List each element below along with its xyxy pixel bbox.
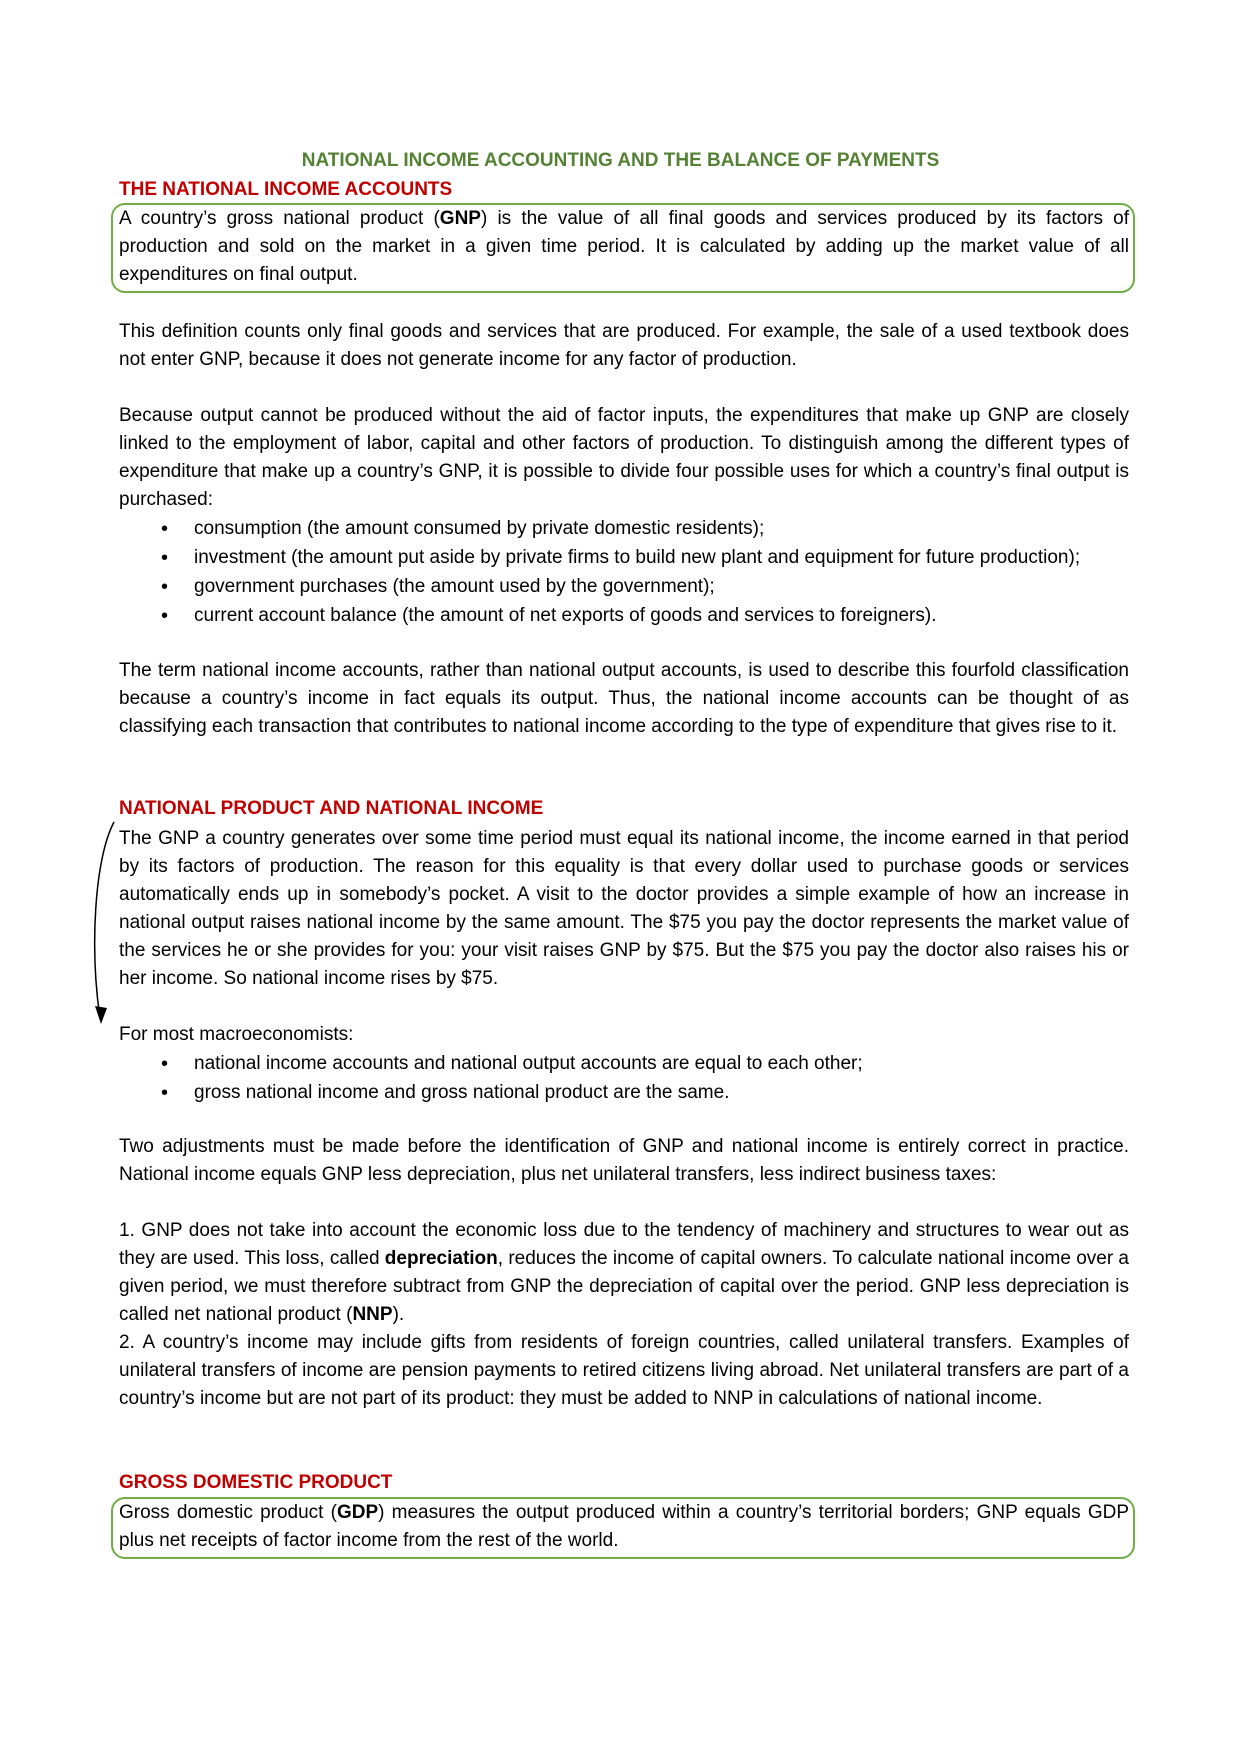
depreciation-text-a: 1. GNP does not take into account the economic loss due to the tendency of machinery and structures to wear out as they are used. This loss, called [119,1220,1129,1269]
section-heading-gdp: GROSS DOMESTIC PRODUCT [119,1472,393,1493]
paragraph-factor-inputs: Because output cannot be produced without the aid of factor inputs, the expenditures that make up GNP are closely linked to the employment of labor, capital and other factors of production. To distinguish among the different types of expenditure that make up a country’s GNP, it is possible to divide four possible uses for which a country’s final output is purchased: [119,405,1129,510]
list-item: • current account balance (the amount of net exports of goods and services to foreigners). [119,602,1129,630]
paragraph-final-goods: This definition counts only final goods and services that are produced. For example, the sale of a used textbook does not enter GNP, because it does not generate income for any factor of production. [119,321,1129,370]
gnp-definition-text-a: A country’s gross national product ( [119,208,440,229]
list-item: • government purchases (the amount used by the government); [119,573,1129,601]
gnp-term: GNP [439,208,481,229]
list-item: • gross national income and gross national product are the same. [119,1079,1129,1107]
paragraph-fourfold-classification: The term national income accounts, rather than national output accounts, is used to describe this fourfold classification because a country’s income in fact equals its output. Thus, the national income accounts can be thought of as classifying each transaction that contributes to national income according to the type of expenditure that gives rise to it. [119,660,1129,737]
depreciation-text-c: ). [392,1304,405,1325]
paragraph-two-adjustments: Two adjustments must be made before the identification of GNP and national income is entirely correct in practice. National income equals GNP less depreciation, plus net unilateral transfers, less indirect business taxes: [119,1136,1129,1185]
section-heading-national-income-accounts: THE NATIONAL INCOME ACCOUNTS [119,179,453,200]
gdp-definition-text-b: ) measures the output produced within a country’s territorial borders; GNP equals GDP plus net receipts of factor income from the rest of the world. [119,1502,1130,1551]
list-item: • investment (the amount put aside by private firms to build new plant and equipment for future production); [119,544,1129,572]
gnp-definition-text-b: ) is the value of all final goods and services produced by its factors of production and sold on the market in a given time period. It is calculated by adding up the market value of all expenditures on final output. [119,208,1130,285]
section-heading-national-product: NATIONAL PRODUCT AND NATIONAL INCOME [119,798,544,819]
paragraph-depreciation [119,1217,1129,1329]
gdp-term: GDP [336,1502,379,1523]
list-item: • consumption (the amount consumed by private domestic residents); [119,515,1129,543]
expenditure-uses-list [119,515,1129,631]
gdp-definition [119,1499,1129,1555]
paragraph-unilateral-transfers: 2. A country’s income may include gifts from residents of foreign countries, called unilateral transfers. Examples of unilateral transfers of income are pension payments to retired citizens living abroad. Net unilateral transfers are part of a country’s income but are not part of its product: they must be added to NNP in calculations of national income. [119,1332,1129,1409]
depreciation-term: depreciation [384,1248,498,1269]
gdp-definition-text-a: Gross domestic product ( [119,1502,337,1523]
gnp-definition [119,205,1129,289]
paragraph-gnp-equals-income: The GNP a country generates over some time period must equal its national income, the income earned in that period by its factors of production. The reason for this equality is that every dollar used to purchase goods or services automatically ends up in somebody’s pocket. A visit to the doctor provides a simple example of how an increase in national output raises national income by the same amount. The $75 you pay the doctor represents the market value of the services he or she provides for you: your visit raises GNP by $75. But the $75 you pay the doctor also raises his or her income. So national income rises by $75. [119,828,1129,989]
paragraph-macroeconomists: For most macroeconomists: [119,1024,354,1045]
nnp-term: NNP [352,1304,393,1325]
document-title: NATIONAL INCOME ACCOUNTING AND THE BALANCE OF PAYMENTS [301,150,940,171]
list-item: • national income accounts and national output accounts are equal to each other; [119,1050,1129,1078]
depreciation-text-b: , reduces the income of capital owners. To calculate national income over a given period, we must therefore subtract from GNP the depreciation of capital over the period. GNP less depreciation is called net national product ( [119,1248,1130,1325]
macroeconomists-list [119,1050,1129,1108]
